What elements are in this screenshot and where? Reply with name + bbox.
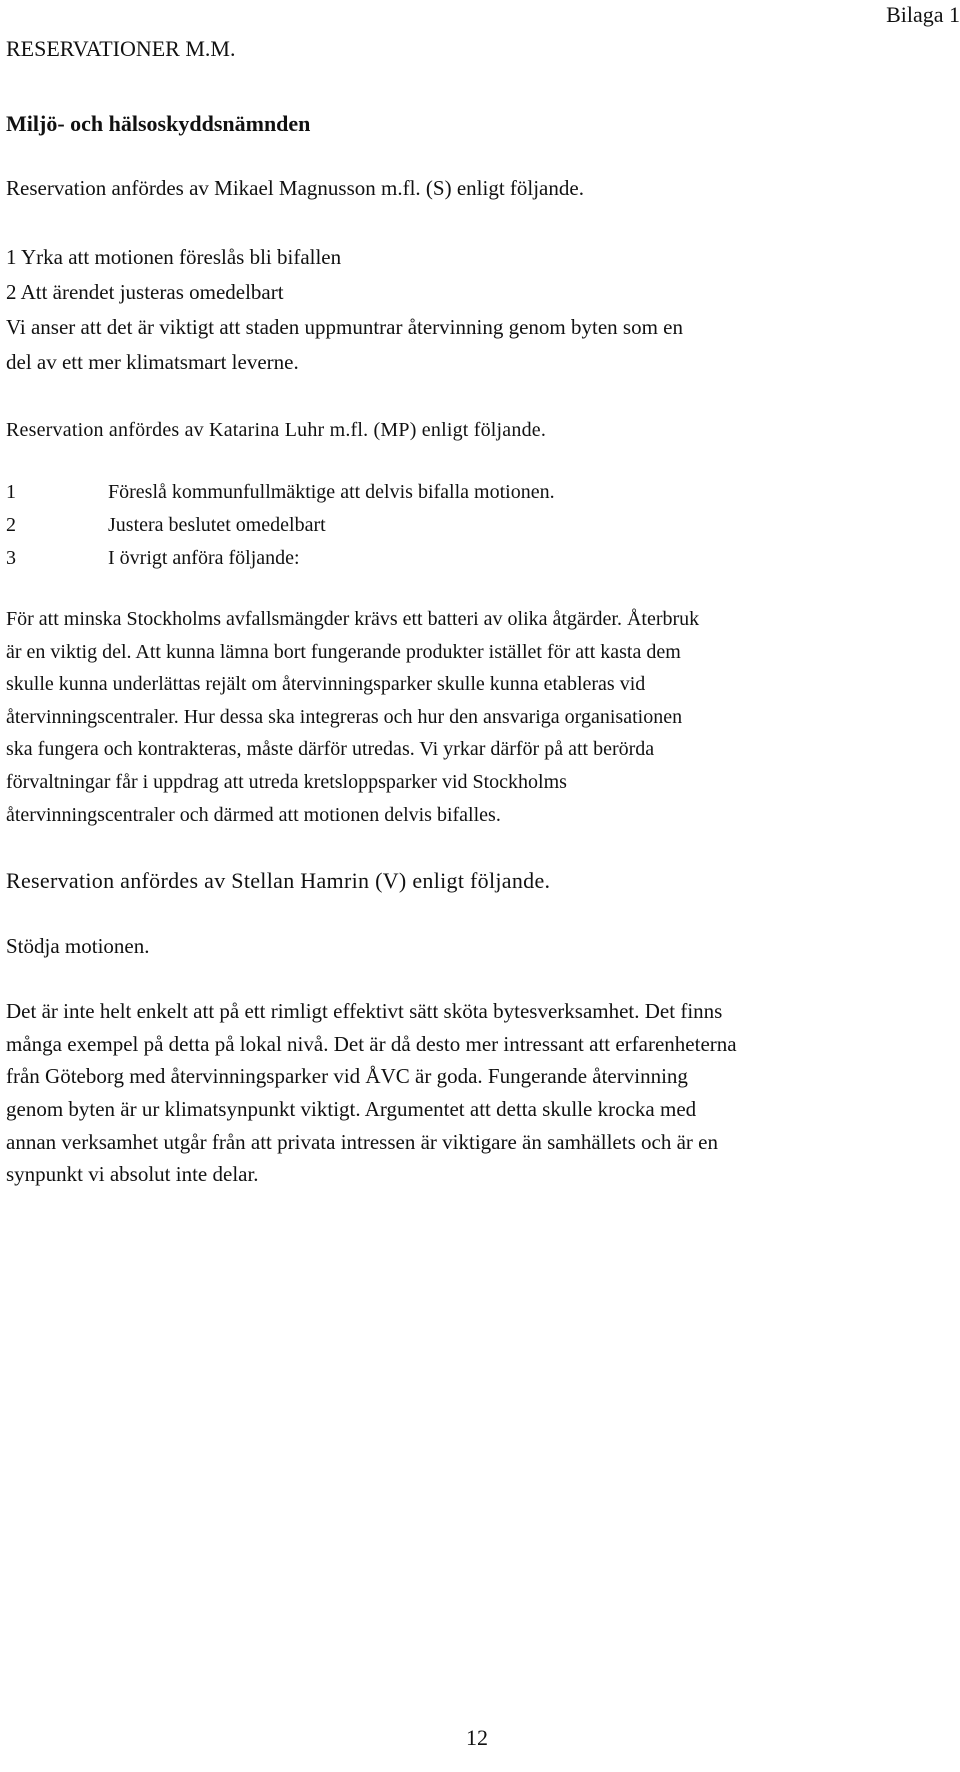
- reservation-mp-item-2: [6, 509, 936, 542]
- reservation-s-text-line-2: del av ett mer klimatsmart leverne.: [6, 350, 299, 374]
- page-number: 12: [466, 1725, 488, 1750]
- reservation-v-section: [6, 863, 936, 1191]
- paragraph-line: synpunkt vi absolut inte delar.: [6, 1162, 259, 1187]
- reservation-s-item-1: 1 Yrka att motionen föreslås bli bifallen: [6, 245, 342, 269]
- reservation-v-intro: Reservation anfördes av Stellan Hamrin (V) enligt följande.: [6, 868, 551, 894]
- committee-heading: Miljö- och hälsoskyddsnämnden: [6, 111, 311, 136]
- paragraph-line: från Göteborg med återvinningsparker vid ÅVC är goda. Fungerande återvinning: [6, 1064, 688, 1089]
- item-text: I övrigt anföra följande:: [108, 547, 300, 569]
- reservation-s-intro: Reservation anfördes av Mikael Magnusson m.fl. (S) enligt följande.: [6, 176, 584, 200]
- reservation-mp-intro: Reservation anfördes av Katarina Luhr m.fl. (MP) enligt följande.: [6, 419, 547, 441]
- reservation-v-paragraph: [6, 995, 936, 1191]
- document-title: RESERVATIONER M.M.: [6, 36, 236, 61]
- item-number: 1: [6, 481, 16, 503]
- paragraph-line: Det är inte helt enkelt att på ett rimligt effektivt sätt sköta bytesverksamhet. Det finns: [6, 999, 723, 1024]
- item-text: Föreslå kommunfullmäktige att delvis bifalla motionen.: [108, 481, 555, 503]
- appendix-label: Bilaga 1: [886, 2, 960, 27]
- paragraph-line: För att minska Stockholms avfallsmängder krävs ett batteri av olika åtgärder. Återbruk: [6, 608, 700, 630]
- paragraph-line: återvinningscentraler. Hur dessa ska integreras och hur den ansvariga organisationen: [6, 705, 683, 728]
- reservation-s-items: [6, 240, 936, 380]
- reservation-s-section: [6, 171, 936, 380]
- reservation-mp-item-3: [6, 542, 936, 575]
- reservation-v-support: Stödja motionen.: [6, 934, 150, 959]
- reservation-mp-items: [6, 476, 936, 575]
- reservation-s-text-line-1: Vi anser att det är viktigt att staden uppmuntrar återvinning genom byten som en: [6, 315, 683, 339]
- item-text: Justera beslutet omedelbart: [108, 514, 326, 536]
- paragraph-line: annan verksamhet utgår från att privata intressen är viktigare än samhällets och är en: [6, 1129, 718, 1154]
- reservation-mp-item-1: [6, 476, 936, 509]
- paragraph-line: förvaltningar får i uppdrag att utreda kretsloppsparker vid Stockholms: [6, 770, 567, 793]
- item-number: 3: [6, 547, 16, 569]
- reservation-s-item-2: 2 Att ärendet justeras omedelbart: [6, 280, 284, 304]
- item-number: 2: [6, 514, 16, 536]
- document-body: [6, 31, 936, 1191]
- paragraph-line: skulle kunna underlättas rejält om återvinningsparker skulle kunna etableras vid: [6, 673, 646, 696]
- reservation-mp-paragraph: [6, 603, 936, 831]
- reservation-mp-section: [6, 413, 936, 831]
- paragraph-line: genom byten är ur klimatsynpunkt viktigt. Argumentet att detta skulle krocka med: [6, 1096, 697, 1121]
- paragraph-line: många exempel på detta på lokal nivå. Det är då desto mer intressant att erfarenheterna: [6, 1031, 737, 1056]
- paragraph-line: är en viktig del. Att kunna lämna bort fungerande produkter istället för att kasta dem: [6, 640, 681, 663]
- paragraph-line: ska fungera och kontrakteras, måste därför utredas. Vi yrkar därför på att berörda: [6, 738, 655, 761]
- paragraph-line: återvinningscentraler och därmed att motionen delvis bifalles.: [6, 803, 501, 826]
